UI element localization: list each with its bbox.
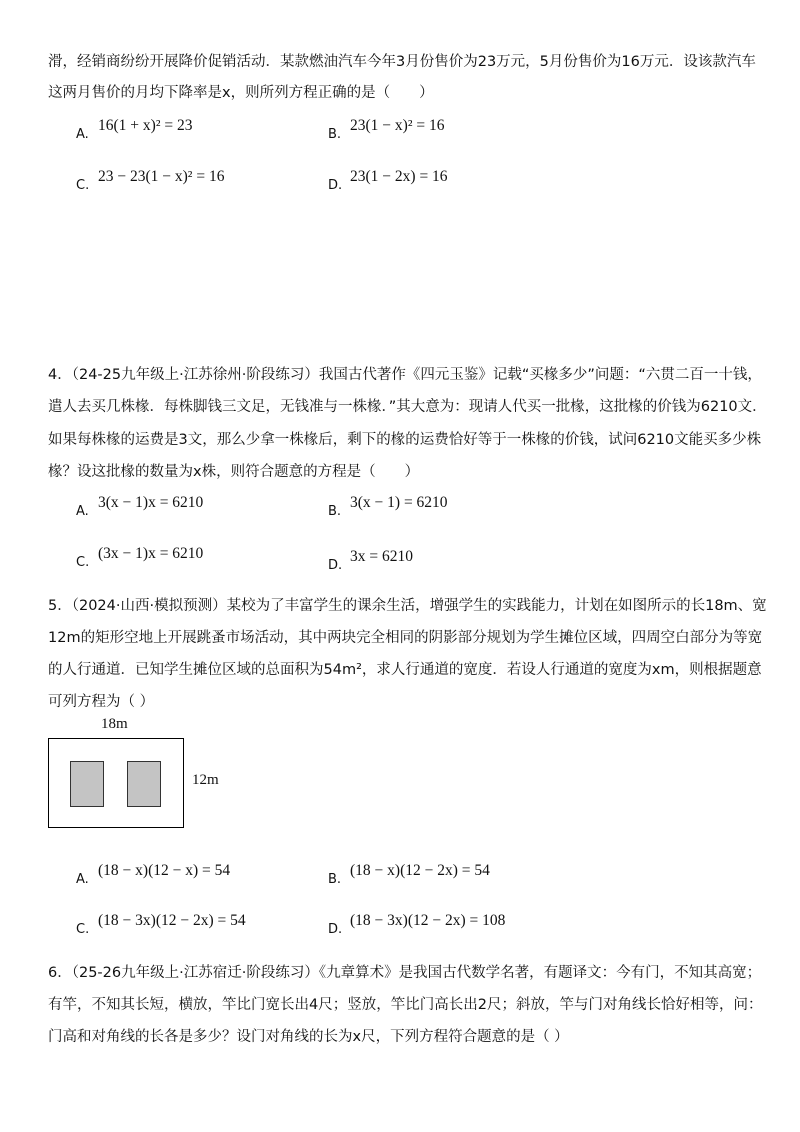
stall-area-left bbox=[70, 761, 104, 807]
q6-text-line-1: 6．（25-26九年级上·江苏宿迁·阶段练习）《九章算术》是我国古代数学名著，有题译文：今有门，不知其高宽； bbox=[48, 965, 762, 981]
option-equation: 23(1 − x)² = 16 bbox=[350, 117, 445, 134]
option-letter: A. bbox=[76, 127, 89, 142]
option-equation: (18 − x)(12 − 2x) = 54 bbox=[350, 862, 490, 879]
q5-text-line-4: 可列方程为（ ） bbox=[48, 694, 155, 710]
option-equation: (18 − x)(12 − x) = 54 bbox=[98, 862, 231, 879]
option-equation: (3x − 1)x = 6210 bbox=[98, 545, 204, 562]
option-letter: B. bbox=[328, 872, 342, 887]
option-letter: C. bbox=[76, 922, 90, 937]
q5-text-line-1: 5．（2024·山西·模拟预测）某校为了丰富学生的课余生活，增强学生的实践能力，计划在如图所示的长18m、宽 bbox=[48, 598, 767, 614]
option-letter: A. bbox=[76, 872, 89, 887]
q4-text-line-1: 4．（24-25九年级上·江苏徐州·阶段练习）我国古代著作《四元玉鉴》记载“买椽多少”问题：“六贯二百一十钱， bbox=[48, 367, 762, 383]
q3-text-line-1: 滑，经销商纷纷开展降价促销活动．某款燃油汽车今年3月份售价为23万元，5月份售价为16万元．设该款汽车 bbox=[48, 54, 756, 70]
figure-length-label: 18m bbox=[101, 716, 128, 732]
option-letter: D. bbox=[328, 558, 343, 573]
option-equation: 3(x − 1)x = 6210 bbox=[98, 494, 204, 511]
option-letter: A. bbox=[76, 504, 89, 519]
figure-width-label: 12m bbox=[192, 772, 219, 788]
q3-text-line-2: 这两月售价的月均下降率是x，则所列方程正确的是（ ） bbox=[48, 85, 434, 101]
option-equation: 3(x − 1) = 6210 bbox=[350, 494, 448, 511]
option-letter: B. bbox=[328, 504, 342, 519]
q6-text-line-2: 有竿，不知其长短，横放，竿比门宽长出4尺；竖放，竿比门高长出2尺；斜放，竿与门对角线长恰好相等，问： bbox=[48, 997, 763, 1013]
option-equation: 16(1 + x)² = 23 bbox=[98, 117, 193, 134]
option-equation: 3x = 6210 bbox=[350, 548, 413, 565]
q4-text-line-4: 椽？设这批椽的数量为x株，则符合题意的方程是（ ） bbox=[48, 464, 420, 480]
option-letter: C. bbox=[76, 555, 90, 570]
option-equation: (18 − 3x)(12 − 2x) = 108 bbox=[350, 912, 506, 929]
option-letter: B. bbox=[328, 127, 342, 142]
q5-text-line-3: 的人行通道．已知学生摊位区域的总面积为54m²，求人行通道的宽度．若设人行通道的宽度为xm，则根据题意 bbox=[48, 662, 762, 678]
rectangle-field-figure bbox=[48, 738, 184, 828]
q6-text-line-3: 门高和对角线的长各是多少？设门对角线的长为x尺，下列方程符合题意的是（ ） bbox=[48, 1029, 569, 1045]
option-letter: D. bbox=[328, 922, 343, 937]
option-equation: 23(1 − 2x) = 16 bbox=[350, 168, 448, 185]
q5-text-line-2: 12m的矩形空地上开展跳蚤市场活动，其中两块完全相同的阴影部分规划为学生摊位区域，四周空白部分为等宽 bbox=[48, 630, 763, 646]
q4-text-line-2: 遣人去买几株椽．每株脚钱三文足，无钱准与一株椽．”其大意为：现请人代买一批椽，这批椽的价钱为6210文． bbox=[48, 399, 767, 415]
option-equation: (18 − 3x)(12 − 2x) = 54 bbox=[98, 912, 246, 929]
stall-area-right bbox=[127, 761, 161, 807]
q4-text-line-3: 如果每株椽的运费是3文，那么少拿一株椽后，剩下的椽的运费恰好等于一株椽的价钱，试问6210文能买多少株 bbox=[48, 432, 762, 448]
option-equation: 23 − 23(1 − x)² = 16 bbox=[98, 168, 225, 185]
option-letter: C. bbox=[76, 178, 90, 193]
option-letter: D. bbox=[328, 178, 343, 193]
